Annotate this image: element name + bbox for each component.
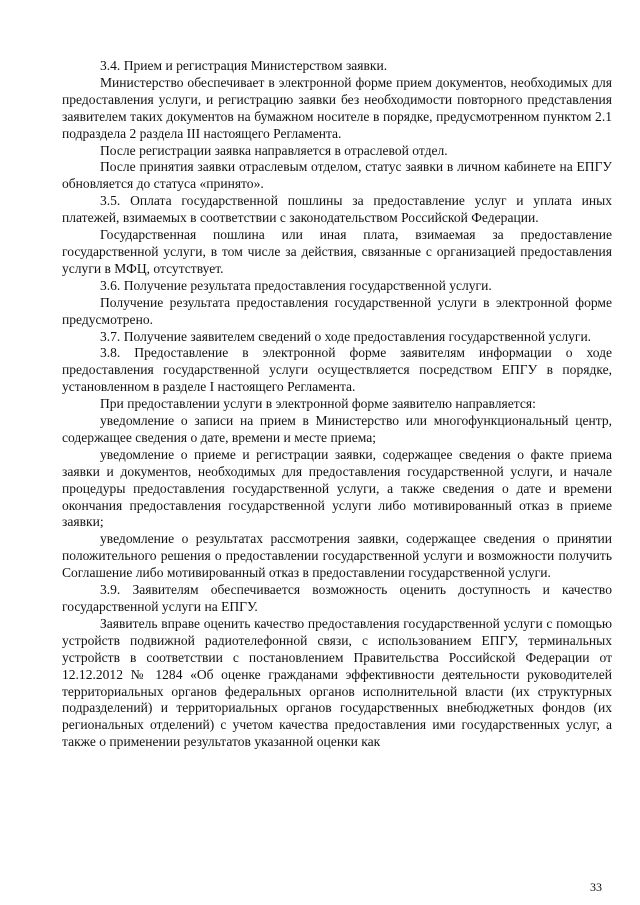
paragraph-notification-results: уведомление о результатах рассмотрения заявки, содержащее сведения о принятии положительного решения о предоставлении государственной услуги и возможности получить Соглашение либо мотивированный отказ в предоставлении государственной услуги. — [62, 531, 612, 581]
paragraph-3-7-heading: 3.7. Получение заявителем сведений о ходе предоставления государственной услуги. — [100, 328, 592, 344]
paragraph-3-6-heading: 3.6. Получение результата предоставления государственной услуги. — [100, 277, 492, 293]
paragraph-3-9-heading: 3.9. Заявителям обеспечивается возможность оценить доступность и качество государственной услуги на ЕПГУ. — [62, 582, 612, 614]
paragraph-notification-appointment: уведомление о записи на прием в Министерство или многофункциональный центр, содержащее сведения о дате, времени и месте приема; — [62, 413, 612, 445]
paragraph-notifications-intro: При предоставлении услуги в электронной форме заявителю направляется: — [100, 396, 536, 412]
paragraph-result-electronic: Получение результата предоставления государственной услуги в электронной форме предусмотрено. — [62, 294, 612, 327]
paragraph-3-4-heading: 3.4. Прием и регистрация Министерством заявки. — [100, 58, 388, 73]
paragraph-after-registration: После регистрации заявка направляется в отраслевой отдел. — [100, 142, 448, 158]
paragraph-status-update: После принятия заявки отраслевым отделом, статус заявки в личном кабинете на ЕПГУ обновляется до статуса «принято». — [62, 159, 612, 192]
paragraph-notification-registration: уведомление о приеме и регистрации заявки, содержащее сведения о факте приема заявки и документов, необходимых для предоставления государственной услуги, и начале процедуры предоставления государственной услуги, а также сведения о дате и времени окончания предоставления государственной услуги либо мотивированный отказ в приеме заявки; — [62, 446, 612, 530]
paragraph-3-5-heading: 3.5. Оплата государственной пошлины за предоставление услуг и уплата иных платежей, взимаемых в соответствии с законодательством Российской Федерации. — [62, 193, 612, 226]
page-number: 33 — [590, 880, 602, 894]
paragraph-state-fee: Государственная пошлина или иная плата, взимаемая за предоставление государственной услуги, в том числе за действия, связанные с организацией предоставления услуги в МФЦ, отсутствует. — [62, 227, 612, 276]
paragraph-3-8-info: 3.8. Предоставление в электронной форме заявителям информации о ходе предоставления государственной услуги осуществляется посредством ЕПГУ в порядке, установленном в разделе I настоящего Регламента. — [62, 345, 612, 395]
paragraph-quality-assessment: Заявитель вправе оценить качество предоставления государственной услуги с помощью устройств подвижной радиотелефонной связи, с использованием ЕПГУ, терминальных устройств в соответствии с постановлением Правительства Российской Федерации от 12.12.2012 № 1284 «Об оценке гражданами эффективности деятельности руководителей территориальных органов федеральных органов исполнительной власти (их структурных подразделений) и территориальных органов государственных внебюджетных фондов (их региональных отделений) с учетом качества предоставления ими государственных услуг, а также о применении результатов указанной оценки как — [62, 615, 612, 750]
paragraph-ministry-reception: Министерство обеспечивает в электронной форме прием документов, необходимых для предоставления услуги, и регистрацию заявки без необходимости повторного представления заявителем таких документов на бумажном носителе в порядке, предусмотренном пунктом 2.1 подраздела 2 раздела III настоящего Регламента. — [62, 74, 612, 141]
